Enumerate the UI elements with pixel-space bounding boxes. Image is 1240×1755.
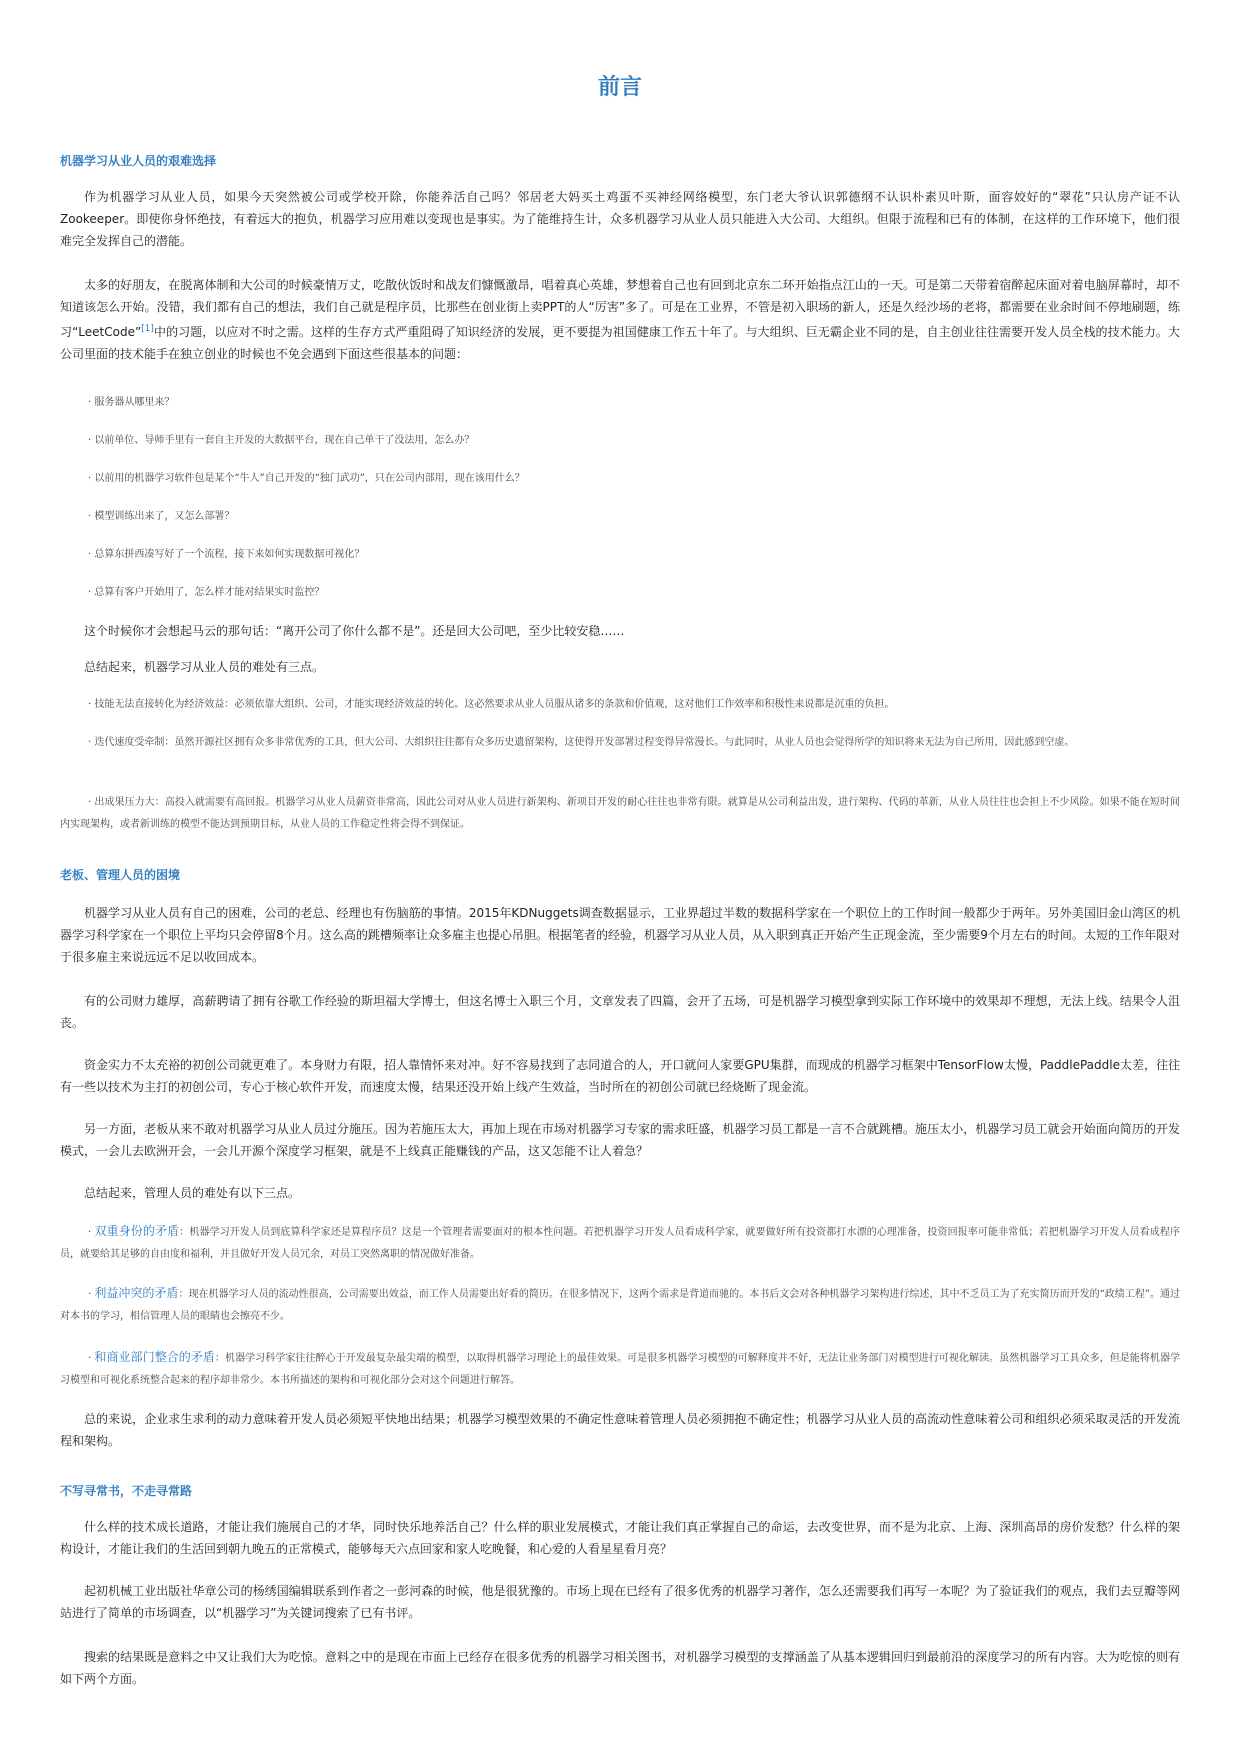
page-title: 前言	[597, 75, 642, 100]
list-item: · 技能无法直接转化为经济效益：必须依靠大组织、公司，才能实现经济效益的转化。这必然要求从业人员服从诸多的条款和价值观，这对他们工作效率和积极性来说都是沉重的负担。	[88, 699, 895, 710]
paragraph	[60, 274, 1180, 365]
list-item: · 服务器从哪里来？	[88, 397, 175, 408]
list-item: · 以前单位、导师手里有一套自主开发的大数据平台，现在自己单干了没法用，怎么办？	[88, 435, 475, 446]
list-item: · 迭代速度受牵制：虽然开源社区拥有众多非常优秀的工具，但大公司、大组织往往都有众多历史遗留架构，这使得开发部署过程变得异常漫长。与此同时，从业人员也会觉得所学的知识将来无法为自己所用，因此感到空虚。	[88, 737, 1075, 748]
list-item: · 总算有客户开始用了，怎么样才能对结果实时监控？	[88, 587, 325, 598]
list-item: · 双重身份的矛盾：机器学习开发人员到底算科学家还是算程序员？这是一个管理者需要面对的根本性问题。若把机器学习开发人员看成科学家，就要做好所有投资都打水漂的心理准备，投资回报率可能非常低；若把机器学习开发人员看成程序员，就要给其足够的自由度和福利，并且做好开发人员冗余，对员工突然离职的情况做好准备。	[60, 1224, 1180, 1260]
point-label: 和商业部门整合的矛盾	[94, 1350, 215, 1364]
section-heading: 老板、管理人员的困境	[60, 868, 181, 882]
list-item: · 模型训练出来了，又怎么部署？	[88, 511, 235, 522]
section-heading: 不写寻常书，不走寻常路	[60, 1484, 193, 1498]
point-text: ：机器学习开发人员到底算科学家还是算程序员？这是一个管理者需要面对的根本性问题。若把机器学习开发人员看成科学家，就要做好所有投资都打水漂的心理准备，投资回报率可能非常低；若把机器学习开发人员看成程序员，就要给其足够的自由度和福利，并且做好开发人员冗余，对员工突然离职的情况做好准备。	[60, 1227, 1180, 1260]
point-text: ：现在机器学习人员的流动性很高，公司需要出效益，而工作人员需要出好看的简历。在很多情况下，这两个需求是背道而驰的。本书后文会对各种机器学习架构进行综述，其中不乏员工为了充实简历而开发的“政绩工程”。通过对本书的学习，相信管理人员的眼睛也会擦亮不少。	[60, 1289, 1180, 1322]
paragraph: 有的公司财力雄厚，高薪聘请了拥有谷歌工作经验的斯坦福大学博士，但这名博士入职三个月，文章发表了四篇，会开了五场，可是机器学习模型拿到实际工作环境中的效果却不理想，无法上线。结果令人沮丧。	[60, 994, 1180, 1030]
paragraph: 总的来说，企业求生求利的动力意味着开发人员必须短平快地出结果；机器学习模型效果的不确定性意味着管理人员必须拥抱不确定性；机器学习从业人员的高流动性意味着公司和组织必须采取灵活的开发流程和架构。	[60, 1412, 1180, 1448]
point-text: ：机器学习科学家往往醉心于开发最复杂最尖端的模型，以取得机器学习理论上的最佳效果。可是很多机器学习模型的可解释度并不好，无法让业务部门对模型进行可视化解读。虽然机器学习工具众多，但是能将机器学习模型和可视化系统整合起来的程序却非常少。本书所描述的架构和可视化部分会对这个问题进行解答。	[60, 1353, 1181, 1386]
paragraph: 这个时候你才会想起马云的那句话：“离开公司了你什么都不是”。还是回大公司吧，至少比较安稳……	[84, 624, 625, 638]
point-label: 双重身份的矛盾	[94, 1224, 180, 1238]
paragraph: 什么样的技术成长道路，才能让我们施展自己的才华，同时快乐地养活自己？什么样的职业发展模式，才能让我们真正掌握自己的命运，去改变世界，而不是为北京、上海、深圳高昂的房价发愁？什么样的架构设计，才能让我们的生活回到朝九晚五的正常模式，能够每天六点回家和家人吃晚餐，和心爱的人看星星看月亮？	[60, 1520, 1180, 1556]
footnote-ref-link[interactable]: [1]	[141, 324, 154, 334]
paragraph: 作为机器学习从业人员，如果今天突然被公司或学校开除，你能养活自己吗？邻居老大妈买土鸡蛋不买神经网络模型，东门老大爷认识郭德纲不认识朴素贝叶斯，面容姣好的“翠花”只认房产证不认Zookeeper。即使你身怀绝技，有着远大的抱负，机器学习应用难以变现也是事实。为了能维持生计，众多机器学习从业人员只能进入大公司、大组织。但限于流程和已有的体制，在这样的工作环境下，他们很难完全发挥自己的潜能。	[60, 190, 1180, 248]
paragraph: 另一方面，老板从来不敢对机器学习从业人员过分施压。因为若施压太大，再加上现在市场对机器学习专家的需求旺盛，机器学习员工都是一言不合就跳槽。施压太小，机器学习员工就会开始面向简历的开发模式，一会儿去欧洲开会，一会儿开源个深度学习框架，就是不上线真正能赚钱的产品，这又怎能不让人着急？	[60, 1122, 1180, 1158]
section-heading: 机器学习从业人员的艰难选择	[60, 154, 217, 168]
paragraph: 总结起来，管理人员的难处有以下三点。	[84, 1186, 301, 1200]
point-label: 利益冲突的矛盾	[94, 1286, 179, 1300]
list-item: · 总算东拼西凑写好了一个流程，接下来如何实现数据可视化？	[88, 549, 365, 560]
paragraph: 资金实力不太充裕的初创公司就更难了。本身财力有限，招人靠情怀来对冲。好不容易找到了志同道合的人，开口就问人家要GPU集群，而现成的机器学习框架中TensorFlow太慢，PaddlePaddle太差，往往有一些以技术为主打的初创公司，专心于核心软件开发，而速度太慢，结果还没开始上线产生效益，当时所在的初创公司就已经烧断了现金流。	[60, 1058, 1180, 1094]
list-item: · 以前用的机器学习软件包是某个“牛人”自己开发的“独门武功”，只在公司内部用，现在该用什么？	[88, 473, 525, 484]
paragraph: 机器学习从业人员有自己的困难，公司的老总、经理也有伤脑筋的事情。2015年KDNuggets调查数据显示，工业界超过半数的数据科学家在一个职位上的工作时间一般都少于两年。另外美国旧金山湾区的机器学习科学家在一个职位上平均只会停留8个月。这么高的跳槽频率让众多雇主也提心吊胆。根据笔者的经验，机器学习从业人员，从入职到真正开始产生正现金流，至少需要9个月左右的时间。太短的工作年限对于很多雇主来说远远不足以收回成本。	[60, 906, 1180, 964]
paragraph: 总结起来，机器学习从业人员的难处有三点。	[84, 660, 325, 674]
list-item: · 利益冲突的矛盾：现在机器学习人员的流动性很高，公司需要出效益，而工作人员需要出好看的简历。在很多情况下，这两个需求是背道而驰的。本书后文会对各种机器学习架构进行综述，其中不乏员工为了充实简历而开发的“政绩工程”。通过对本书的学习，相信管理人员的眼睛也会擦亮不少。	[60, 1286, 1180, 1322]
list-item: · 出成果压力大：高投入就需要有高回报。机器学习从业人员薪资非常高，因此公司对从业人员进行新架构、新项目开发的耐心往往也非常有限。就算是从公司利益出发，进行架构、代码的革新，从业人员往往也会担上不少风险。如果不能在短时间内实现架构，或者新训练的模型不能达到预期目标，从业人员的工作稳定性将会得不到保证。	[60, 797, 1180, 830]
paragraph-text: 中的习题，以应对不时之需。这样的生存方式严重阻碍了知识经济的发展，更不要提为祖国健康工作五十年了。与大组织、巨无霸企业不同的是，自主创业往往需要开发人员全栈的技术能力。大公司里面的技术能手在独立创业的时候也不免会遇到下面这些很基本的问题：	[60, 325, 1180, 361]
paragraph: 起初机械工业出版社华章公司的杨绣国编辑联系到作者之一彭河森的时候，他是很犹豫的。市场上现在已经有了很多优秀的机器学习著作，怎么还需要我们再写一本呢？为了验证我们的观点，我们去豆瓣等网站进行了简单的市场调查，以“机器学习”为关键词搜索了已有书评。	[60, 1584, 1180, 1620]
paragraph: 搜索的结果既是意料之中又让我们大为吃惊。意料之中的是现在市面上已经存在很多优秀的机器学习相关图书，对机器学习模型的支撑涵盖了从基本逻辑回归到最前沿的深度学习的所有内容。大为吃惊的则有如下两个方面。	[60, 1650, 1180, 1686]
paragraph-text: 太多的好朋友，在脱离体制和大公司的时候豪情万丈，吃散伙饭时和战友们慷慨激昂，唱着真心英雄，梦想着自己也有回到北京东二环开始指点江山的一天。可是第二天带着宿醉起床面对着电脑屏幕时，却不知道该怎么开始。没错，我们都有自己的想法，我们自己就是程序员，比那些在创业街上卖PPT的人“厉害”多了。可是在工业界，不管是初入职场的新人，还是久经沙场的老将，都需要在业余时间不停地刷题，练习“LeetCode”	[60, 278, 1180, 339]
list-item: · 和商业部门整合的矛盾：机器学习科学家往往醉心于开发最复杂最尖端的模型，以取得机器学习理论上的最佳效果。可是很多机器学习模型的可解释度并不好，无法让业务部门对模型进行可视化解读。虽然机器学习工具众多，但是能将机器学习模型和可视化系统整合起来的程序却非常少。本书所描述的架构和可视化部分会对这个问题进行解答。	[60, 1350, 1181, 1386]
